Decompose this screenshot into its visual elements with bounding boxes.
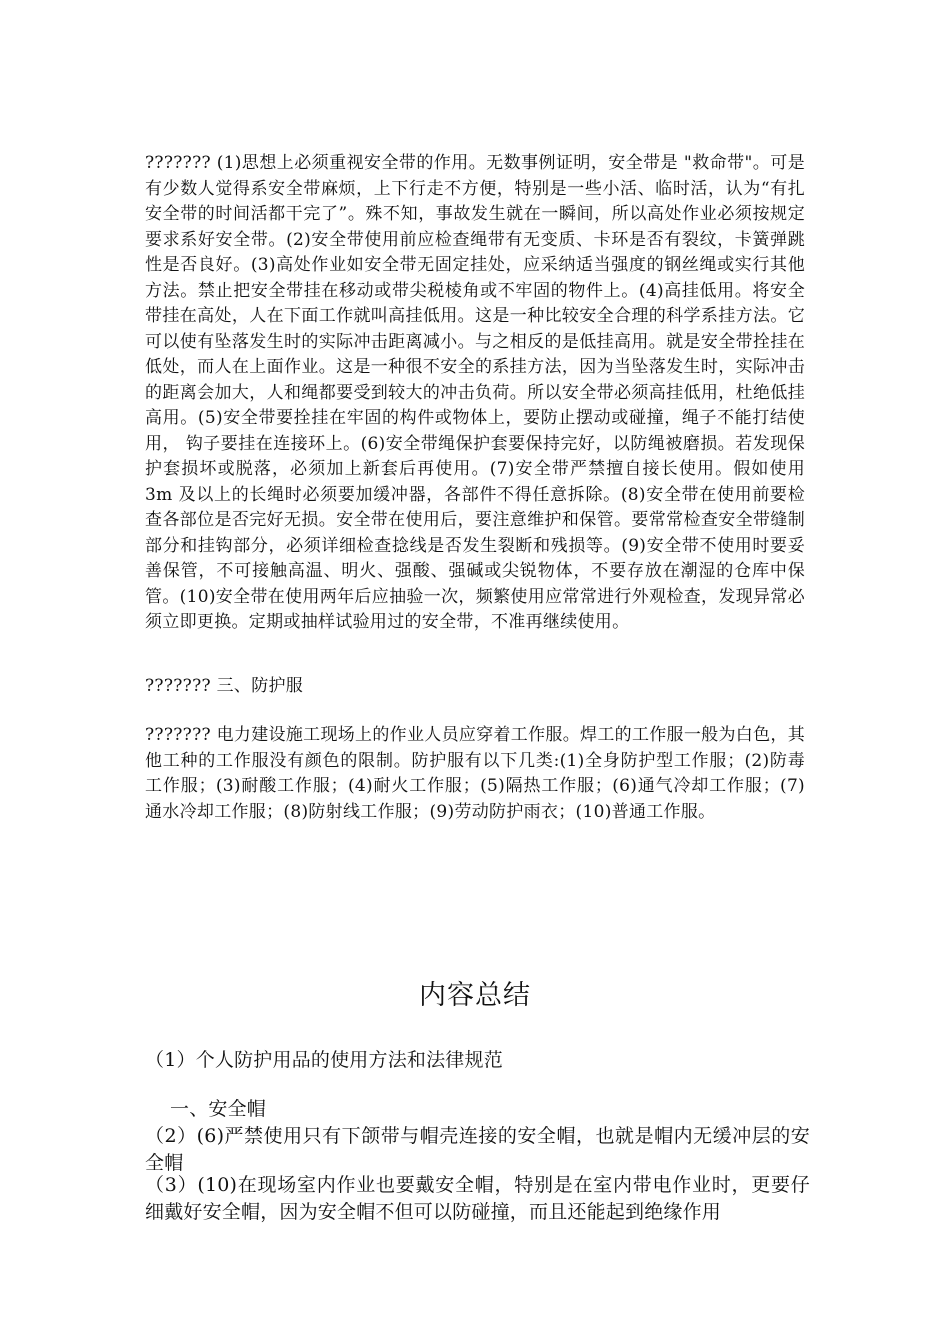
summary-item-3: （2）(6)严禁使用只有下颌带与帽壳连接的安全帽，也就是帽内无缓冲层的安全帽 [145,1125,810,1174]
body-paragraph-safety-belt: ??????? (1)思想上必须重视安全带的作用。无数事例证明，安全带是 "救命带"。可是有少数人觉得系安全带麻烦，上下行走不方便，特别是一些小活、临时活，认为“有扎安全带的时间活都干完了”。殊不知，事故发生就在一瞬间，所以高处作业必须按规定要求系好安全带。(2)安全带使用前应检查绳带有无变质、卡环是否有裂纹，卡簧弹跳性是否良好。(3)高处作业如安全带无固定挂处，应采纳适当强度的钢丝绳或实行其他方法。禁止把安全带挂在移动或带尖税棱角或不牢固的物件上。(4)高挂低用。将安全带挂在高处，人在下面工作就叫高挂低用。这是一种比较安全合理的科学系挂方法。它可以使有坠落发生时的实际冲击距离减小。与之相反的是低挂高用。就是安全带拴挂在低处，而人在上面作业。这是一种很不安全的系挂方法，因为当坠落发生时，实际冲击的距离会加大，人和绳都要受到较大的冲击负荷。所以安全带必须高挂低用，杜绝低挂高用。(5)安全带要拴挂在牢固的构件或物体上，要防止摆动或碰撞，绳子不能打结使用， 钩子要挂在连接环上。(6)安全带绳保护套要保持完好，以防绳被磨损。若发现保护套损坏或脱落，必须加上新套后再使用。(7)安全带严禁擅自接长使用。假如使用 3m 及以上的长绳时必须要加缓冲器，各部件不得任意拆除。(8)安全带在使用前要检查各部位是否完好无损。安全带在使用后，要注意维护和保管。要常常检查安全带缝制部分和挂钩部分，必须详细检查捻线是否发生裂断和残损等。(9)安全带不使用时要妥善保管，不可接触高温、明火、强酸、强碱或尖锐物体，不要存放在潮湿的仓库中保管。(10)安全带在使用两年后应抽验一次，频繁使用应常常进行外观检查，发现异常必须立即更换。定期或抽样试验用过的安全带，不准再继续使用。 [145,153,805,632]
body-paragraph-protective-clothing: ??????? 电力建设施工现场上的作业人员应穿着工作服。焊工的工作服一般为白色，其他工种的工作服没有颜色的限制。防护服有以下几类:(1)全身防护型工作服；(2)防毒工作服；(3)耐酸工作服；(4)耐火工作服；(5)隔热工作服；(6)通气冷却工作服；(7)通水冷却工作服；(8)防射线工作服；(9)劳动防护雨衣；(10)普通工作服。 [145,725,805,822]
summary-title: 内容总结 [419,980,531,1011]
summary-item-4: （3）(10)在现场室内作业也要戴安全帽，特别是在室内带电作业时，更要仔细戴好安全帽，因为安全帽不但可以防碰撞，而且还能起到绝缘作用 [145,1174,810,1223]
summary-item-1: （1）个人防护用品的使用方法和法律规范 [145,1049,503,1071]
summary-item-2: 一、安全帽 [170,1098,267,1120]
section-heading-protective-clothing: ??????? 三、防护服 [145,676,304,696]
